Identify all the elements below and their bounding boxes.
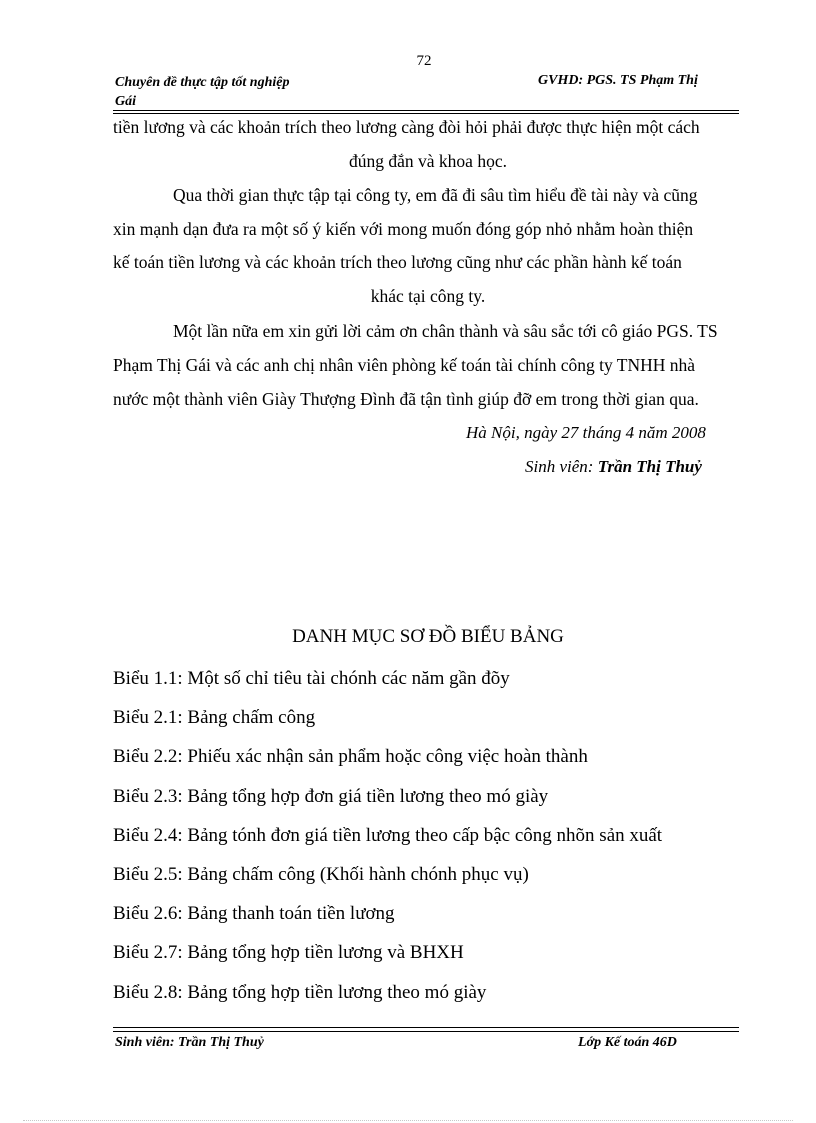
list-item: Biểu 2.5: Bảng chấm công (Khối hành chónh phục vụ) xyxy=(113,864,529,885)
list-item: Biểu 1.1: Một số chỉ tiêu tài chónh các năm gần đõy xyxy=(113,668,510,689)
list-item: Biểu 2.2: Phiếu xác nhận sản phẩm hoặc công việc hoàn thành xyxy=(113,746,588,767)
body-line: Một lần nữa em xin gửi lời cảm ơn chân thành và sâu sắc tới cô giáo PGS. TS xyxy=(173,321,718,341)
signature xyxy=(525,457,702,477)
list-item: Biểu 2.4: Bảng tónh đơn giá tiền lương theo cấp bậc công nhõn sản xuất xyxy=(113,825,663,846)
body-line: nước một thành viên Giày Thượng Đình đã tận tình giúp đỡ em trong thời gian qua. xyxy=(113,389,699,409)
header-right: GVHD: PGS. TS Phạm Thị xyxy=(538,73,698,88)
body-line: xin mạnh dạn đưa ra một số ý kiến với mong muốn đóng góp nhỏ nhằm hoàn thiện xyxy=(113,219,694,239)
signature-name: Trần Thị Thuỷ xyxy=(597,457,702,476)
page-number: 72 xyxy=(416,53,432,69)
footer-divider xyxy=(113,1027,739,1028)
body-line: kế toán tiền lương và các khoản trích theo lương cũng như các phần hành kế toán xyxy=(113,252,682,272)
body-line: Phạm Thị Gái và các anh chị nhân viên phòng kế toán tài chính công ty TNHH nhà xyxy=(113,355,696,375)
header-divider-secondary xyxy=(113,113,739,114)
signature-label: Sinh viên: xyxy=(525,457,598,476)
header-left xyxy=(115,73,289,111)
body-line: khác tại công ty. xyxy=(370,286,486,306)
footer-left: Sinh viên: Trần Thị Thuỷ xyxy=(115,1035,264,1050)
body-line: Qua thời gian thực tập tại công ty, em đã đi sâu tìm hiểu đề tài này và cũng xyxy=(173,185,698,205)
footer-right: Lớp Kế toán 46D xyxy=(578,1035,677,1050)
header-left-line2: Gái xyxy=(115,94,136,109)
signature-date: Hà Nội, ngày 27 tháng 4 năm 2008 xyxy=(466,423,706,442)
page-bottom-edge xyxy=(23,1120,793,1121)
list-item: Biểu 2.3: Bảng tổng hợp đơn giá tiền lương theo mó giày xyxy=(113,786,549,807)
list-item: Biểu 2.1: Bảng chấm công xyxy=(113,707,316,728)
body-line: tiền lương và các khoản trích theo lương càng đòi hỏi phải được thực hiện một cách xyxy=(113,117,700,137)
list-title: DANH MỤC SƠ ĐỒ BIỂU BẢNG xyxy=(292,626,564,647)
header-divider xyxy=(113,110,739,111)
list-item: Biểu 2.8: Bảng tổng hợp tiền lương theo mó giày xyxy=(113,982,487,1003)
list-item: Biểu 2.6: Bảng thanh toán tiền lương xyxy=(113,903,395,924)
list-item: Biểu 2.7: Bảng tổng hợp tiền lương và BHXH xyxy=(113,942,464,963)
footer-divider-secondary xyxy=(113,1031,739,1032)
body-line: đúng đắn và khoa học. xyxy=(349,151,507,171)
header-left-line1: Chuyên đề thực tập tốt nghiệp xyxy=(115,75,290,90)
